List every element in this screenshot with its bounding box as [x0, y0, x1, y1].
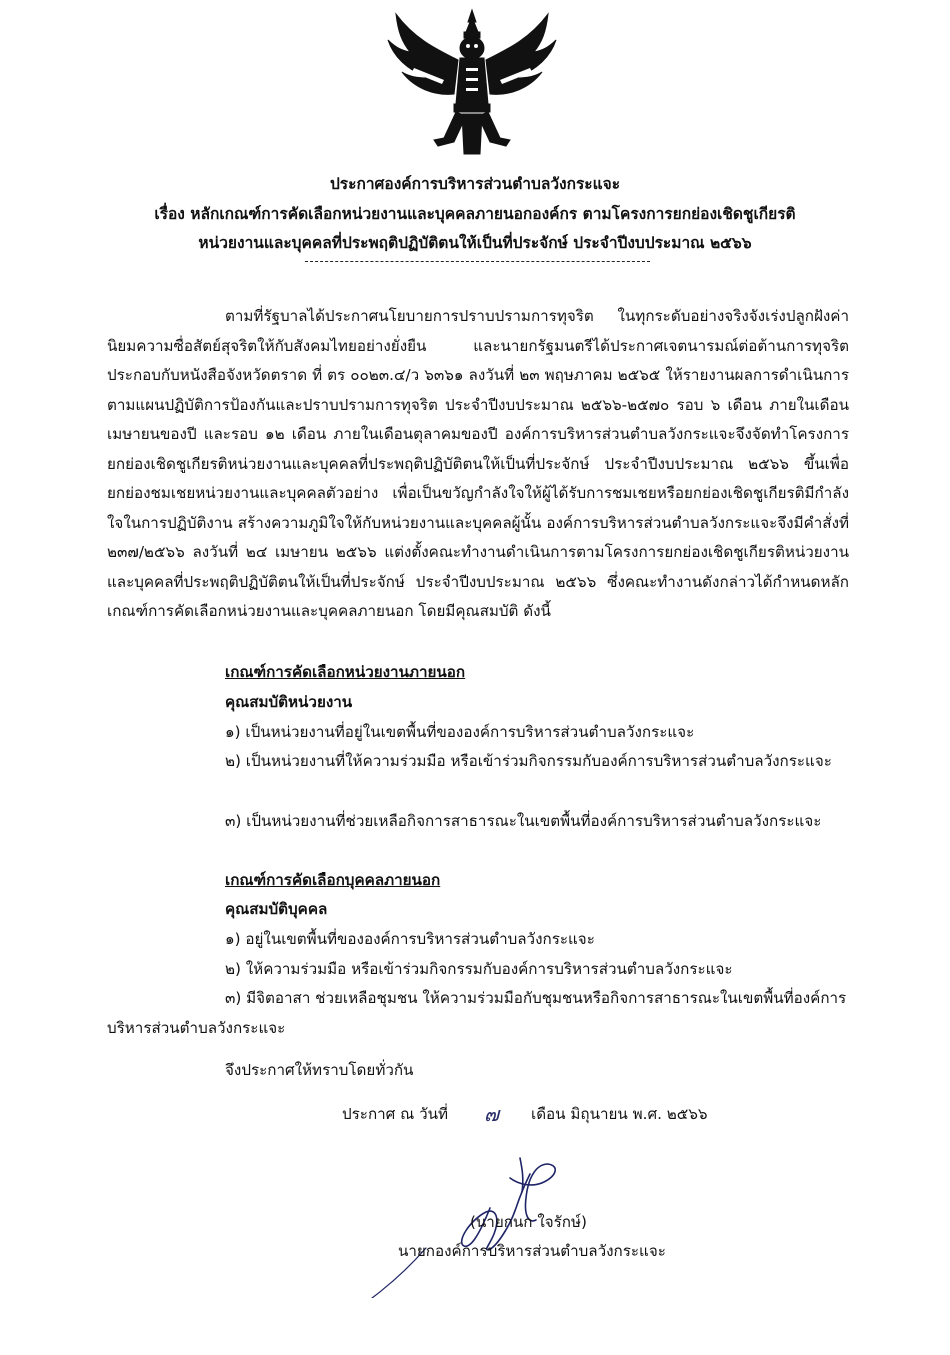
- signer-position: นายกองค์การบริหารส่วนตำบลวังกระแจะ: [398, 1242, 666, 1260]
- announcement-title: ประกาศองค์การบริหารส่วนตำบลวังกระแจะ: [329, 175, 621, 193]
- person-item-2: ๒) ให้ความร่วมมือ หรือเข้าร่วมกิจกรรมกับองค์การบริหารส่วนตำบลวังกระแจะ: [225, 960, 733, 978]
- agency-item-2-text: ๒) เป็นหน่วยงานที่ให้ความร่วมมือ หรือเข้าร่วมกิจกรรมกับองค์การบริหารส่วนตำบลวังกระแจะ: [225, 752, 832, 770]
- person-item-3-text: ๓) มีจิตอาสา ช่วยเหลือชุมชน ให้ความร่วมมือกับชุมชนหรือกิจการสาธารณะในเขตพื้นที่องค์การบริหารส่วนตำบลวังกระแจะ: [107, 989, 847, 1037]
- person-item-3: [107, 983, 849, 1043]
- agency-item-2: [107, 746, 849, 776]
- signer-name: (นายกนก ใจรักษ์): [470, 1213, 587, 1231]
- person-qualifications-heading: คุณสมบัติบุคคล: [225, 900, 328, 918]
- date-month-year: เดือน มิถุนายน พ.ศ. ๒๕๖๖: [531, 1105, 708, 1123]
- date-prefix: ประกาศ ณ วันที่: [342, 1105, 448, 1123]
- agency-qualifications-heading: คุณสมบัติหน่วยงาน: [225, 693, 353, 711]
- subject-line: เรื่อง หลักเกณฑ์การคัดเลือกหน่วยงานและบุคคลภายนอกองค์กร ตามโครงการยกย่องเชิดชูเกียรติ: [154, 205, 796, 223]
- header-divider: [305, 261, 650, 262]
- agency-item-1: ๑) เป็นหน่วยงานที่อยู่ในเขตพื้นที่ขององค์การบริหารส่วนตำบลวังกระแจะ: [225, 723, 695, 741]
- date-day: ๗: [484, 1102, 500, 1126]
- person-item-1: ๑) อยู่ในเขตพื้นที่ขององค์การบริหารส่วนตำบลวังกระแจะ: [225, 930, 595, 948]
- person-criteria-heading: เกณฑ์การคัดเลือกบุคคลภายนอก: [225, 871, 441, 889]
- closing-line: จึงประกาศให้ทราบโดยทั่วกัน: [225, 1061, 414, 1079]
- garuda-emblem-icon: [384, 8, 560, 160]
- intro-paragraph: [107, 302, 849, 627]
- intro-text: ตามที่รัฐบาลได้ประกาศนโยบายการปราบปรามการทุจริต ในทุกระดับอย่างจริงจังเร่งปลูกฝังค่านิยมความซื่อสัตย์สุจริตให้กับสังคมไทยอย่างยั่งยืน และนายกรัฐมนตรีได้ประกาศเจตนารมณ์ต่อต้านการทุจริต ประกอบกับหนังสือจังหวัดตราด ที่ ตร ๐๐๒๓.๔/ว ๖๓๖๑ ลงวันที่ ๒๓ พฤษภาคม ๒๕๖๕ ให้รายงานผลการดำเนินการตามแผนปฏิบัติการป้องกันและปราบปรามการทุจริต ประจำปีงบประมาณ ๒๕๖๖-๒๕๗๐ รอบ ๖ เดือน ภายในเดือนเมษายนของปี และรอบ ๑๒ เดือน ภายในเดือนตุลาคมของปี องค์การบริหารส่วนตำบลวังกระแจะจึงจัดทำโครงการยกย่องเชิดชูเกียรติหน่วยงานและบุคคลที่ประพฤติปฏิบัติตนให้เป็นที่ประจักษ์ ประจำปีงบประมาณ ๒๕๖๖ ขึ้นเพื่อยกย่องชมเชยหน่วยงานและบุคคลตัวอย่าง เพื่อเป็นขวัญกำลังใจให้ผู้ได้รับการชมเชยหรือยกย่องเชิดชูเกียรติมีกำลังใจในการปฏิบัติงาน สร้างความภูมิใจให้กับหน่วยงานและบุคคลผู้นั้น องค์การบริหารส่วนตำบลวังกระแจะจึงมีคำสั่งที่ ๒๓๗/๒๕๖๖ ลงวันที่ ๒๔ เมษายน ๒๕๖๖ แต่งตั้งคณะทำงานดำเนินการตามโครงการยกย่องเชิดชูเกียรติหน่วยงานและบุคคลที่ประพฤติปฏิบัติตนให้เป็นที่ประจักษ์ ประจำปีงบประมาณ ๒๕๖๖ ซึ่งคณะทำงานดังกล่าวได้กำหนดหลักเกณฑ์การคัดเลือกหน่วยงานและบุคคลภายนอก โดยมีคุณสมบัติ ดังนี้: [107, 307, 849, 620]
- agency-item-3: [107, 806, 849, 836]
- subject-line-continued: หน่วยงานและบุคคลที่ประพฤติปฏิบัติตนให้เป็นที่ประจักษ์ ประจำปีงบประมาณ ๒๕๖๖: [198, 234, 752, 252]
- agency-item-3-text: ๓) เป็นหน่วยงานที่ช่วยเหลือกิจการสาธารณะในเขตพื้นที่องค์การบริหารส่วนตำบลวังกระแจะ: [225, 812, 822, 830]
- agency-criteria-heading: เกณฑ์การคัดเลือกหน่วยงานภายนอก: [225, 663, 466, 681]
